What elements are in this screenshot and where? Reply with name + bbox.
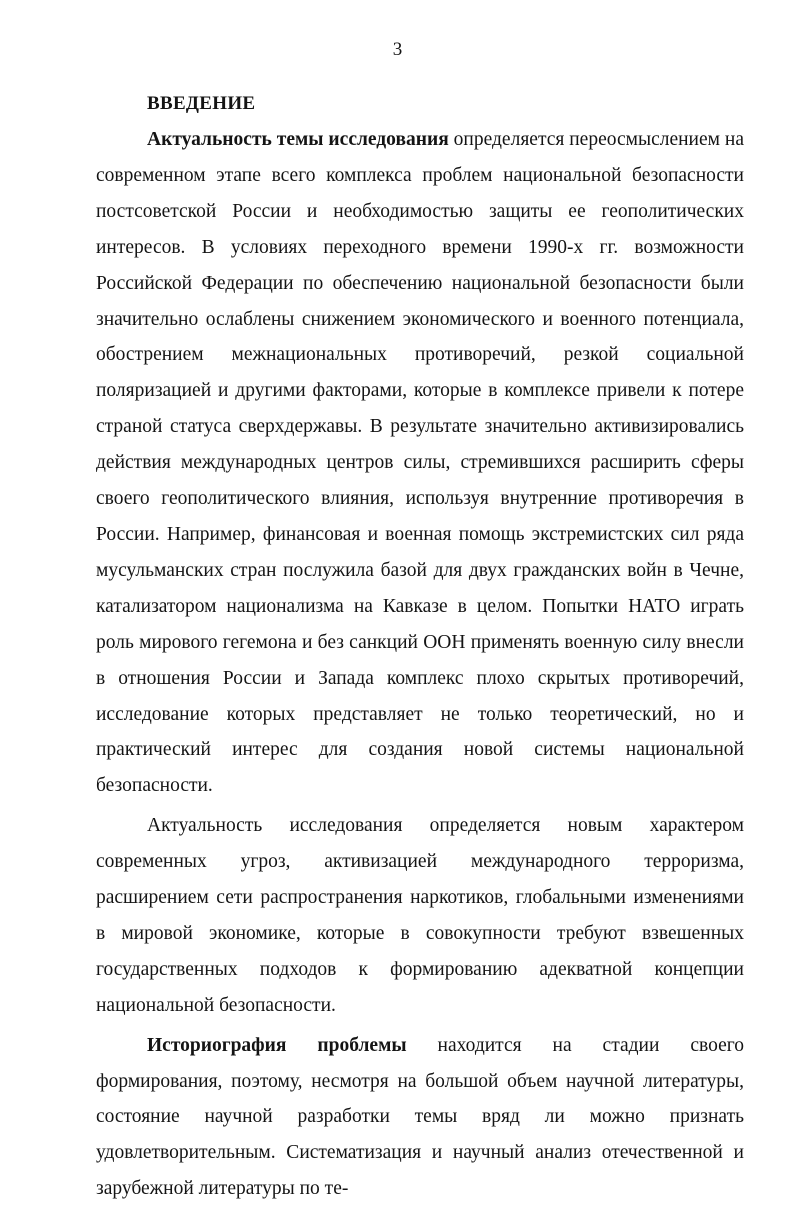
page-number: 3: [392, 39, 403, 60]
paragraph-text: определяется переосмыслением на современном этапе всего комплекса проблем национальной безопасности постсоветской России и необходимостью защиты ее геополитических интересов. В условиях переходного времени 1990-х гг. возможности Российской Федерации по обеспечению национальной безопасности были значительно ослаблены снижением экономического и военного потенциала, обострением межнациональных противоречий, резкой социальной поляризацией и другими факторами, которые в комплексе привели к потере страной статуса сверхдержавы. В результате значительно активизировались действия международных центров силы, стремившихся расширить сферы своего геополитического влияния, используя внутренние противоречия в России. Например, финансовая и военная помощь экстремистских сил ряда мусульманских стран послужила базой для двух гражданских войн в Чечне, катализатором национализма на Кавказе в целом. Попытки НАТО играть роль мирового гегемона и без санкций ООН применять военную силу внесли в отношения России и Запада комплекс плохо скрытых противоречий, исследование которых представляет не только теоретический, но и практический интерес для создания новой системы национальной безопасности.: [96, 129, 744, 797]
paragraph-historiography: [96, 1028, 744, 1208]
paragraph-relevance: [96, 122, 744, 804]
paragraph-text: Актуальность исследования определяется новым характером современных угроз, активизацией международного терроризма, расширением сети распространения наркотиков, глобальными изменениями в мировой экономике, которые в совокупности требуют взвешенных государственных подходов к формированию адекватной концепции национальной безопасности.: [96, 815, 744, 1016]
paragraph-lead: Актуальность темы исследования: [147, 129, 449, 150]
paragraph-lead: Историография проблемы: [147, 1034, 407, 1056]
body-text: [96, 122, 744, 1207]
paragraph-text: находится на стадии своего формирования, поэтому, несмотря на большой объем научной литературы, состояние научной разработки темы вряд ли можно признать удовлетворительным. Систематизация и научный анализ отечественной и зарубежной литературы по те-: [96, 1034, 744, 1200]
paragraph-relevance-continued: [96, 808, 744, 1023]
section-heading: ВВЕДЕНИЕ: [147, 93, 256, 114]
